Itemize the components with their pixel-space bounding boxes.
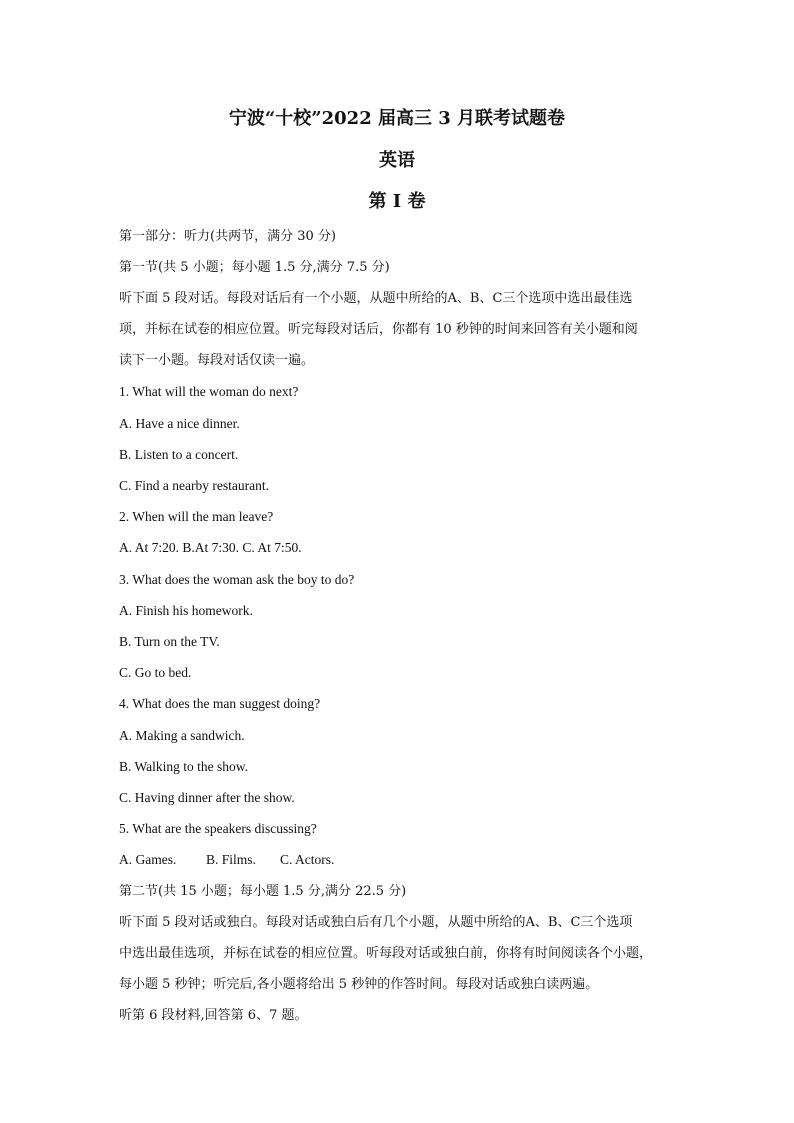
answer-option: A. Finish his homework. <box>119 603 253 618</box>
question-stem: 1. What will the woman do next? <box>119 384 299 399</box>
material-note: 听第 6 段材料,回答第 6、7 题。 <box>119 1008 308 1023</box>
answer-option: B. Walking to the show. <box>119 759 249 774</box>
subject-title: 英语 <box>379 150 415 171</box>
exam-title: 宁波“十校”2022 届高三 3 月联考试题卷 <box>228 108 566 129</box>
section1-heading: 第一节(共 5 小题；每小题 1.5 分,满分 7.5 分) <box>119 260 390 275</box>
answer-option: A. Games. <box>119 852 177 867</box>
question-stem: 5. What are the speakers discussing? <box>119 821 317 836</box>
answer-option: C. Having dinner after the show. <box>119 790 295 805</box>
answer-option: A. Have a nice dinner. <box>119 416 240 431</box>
answer-option: C. Go to bed. <box>119 665 192 680</box>
answer-options-inline: A. At 7:20. B.At 7:30. C. At 7:50. <box>119 540 302 555</box>
section1-instruction-line: 项，并标在试卷的相应位置。听完每段对话后，你都有 10 秒钟的时间来回答有关小题和阅 <box>119 322 638 337</box>
section1-instruction-line: 读下一小题。每段对话仅读一遍。 <box>119 353 315 368</box>
question-stem: 3. What does the woman ask the boy to do? <box>119 572 355 587</box>
answer-option: C. Actors. <box>280 852 335 867</box>
answer-option: A. Making a sandwich. <box>119 728 245 743</box>
section2-instruction-line: 中选出最佳选项，并标在试卷的相应位置。听每段对话或独白前，你将有时间阅读各个小题， <box>119 946 653 961</box>
answer-option: B. Films. <box>206 852 256 867</box>
answer-option: C. Find a nearby restaurant. <box>119 478 269 493</box>
answer-options-row <box>119 851 699 869</box>
section2-instruction-line: 听下面 5 段对话或独白。每段对话或独白后有几个小题，从题中所给的A、B、C三个选项 <box>119 915 633 930</box>
question-stem: 4. What does the man suggest doing? <box>119 696 321 711</box>
answer-option: B. Listen to a concert. <box>119 447 239 462</box>
volume-title: 第 I 卷 <box>368 191 426 212</box>
section1-instruction-line: 听下面 5 段对话。每段对话后有一个小题，从题中所给的A、B、C三个选项中选出最佳选 <box>119 291 633 306</box>
section2-heading: 第二节(共 15 小题；每小题 1.5 分,满分 22.5 分) <box>119 884 407 899</box>
answer-option: B. Turn on the TV. <box>119 634 220 649</box>
question-stem: 2. When will the man leave? <box>119 509 274 524</box>
part1-heading: 第一部分：听力(共两节，满分 30 分) <box>119 229 336 244</box>
section2-instruction-line: 每小题 5 秒钟；听完后,各小题将给出 5 秒钟的作答时间。每段对话或独白读两遍。 <box>119 977 599 992</box>
